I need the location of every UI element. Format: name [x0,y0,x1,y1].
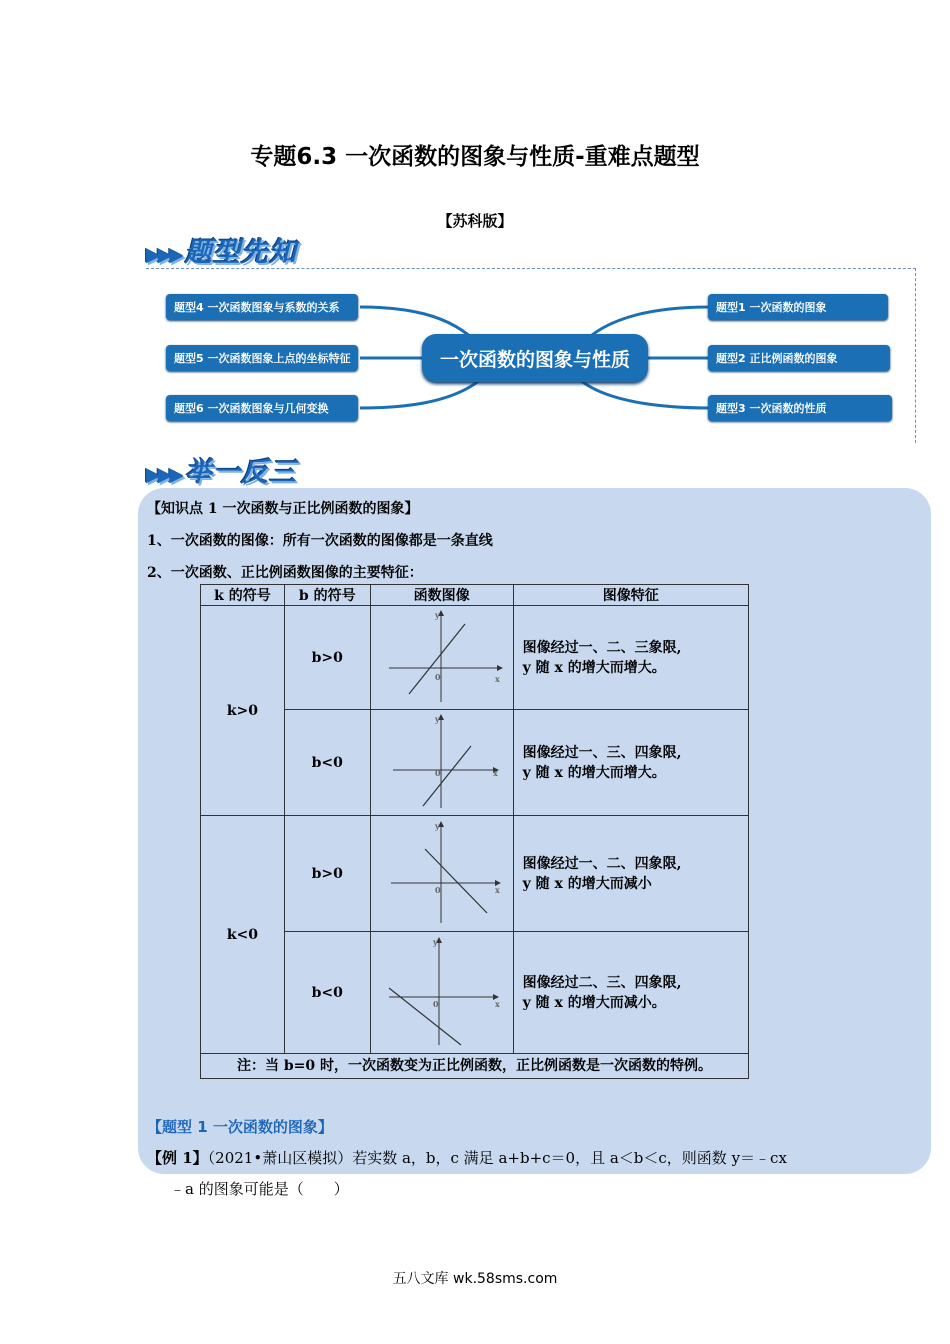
header-feature: 图像特征 [513,585,748,606]
triple-arrow-icon: ▶▶▶ [146,464,181,486]
section-divider [146,268,916,269]
axis-origin-label: 0 [432,998,439,1009]
graph-k-neg-b-pos [379,821,505,927]
k-negative-cell: k<0 [201,816,285,1054]
feature-line: y 随 x 的增大而减小 [522,875,652,892]
b-sign-cell: b>0 [284,816,370,932]
axis-x-label: x [492,767,498,778]
connector-left-bottom [360,380,480,408]
mindmap-type3[interactable]: 题型3 一次函数的性质 [708,395,892,421]
feature-line: 图像经过一、二、三象限, [522,639,682,656]
table-row [201,606,749,710]
table-note: 注：当 b=0 时，一次函数变为正比例函数，正比例函数是一次函数的特例。 [201,1054,749,1079]
axis-x-label: x [494,673,500,684]
graph-k-pos-b-pos [379,610,505,706]
b-sign-cell: b>0 [284,606,370,710]
mindmap-type2[interactable]: 题型2 正比例函数的图象 [708,345,890,371]
mindmap-type1[interactable]: 题型1 一次函数的图象 [708,294,888,320]
graph-k-neg-b-neg [379,937,505,1049]
knowledge-line-1: 1、一次函数的图像：所有一次函数的图像都是一条直线 [147,533,493,549]
edition-label: 【苏科版】 [437,212,513,230]
connector-right-bottom [580,380,710,408]
example-1-line-2: ﹣a 的图象可能是（ ） [170,1180,349,1198]
graph-cell [370,710,513,816]
b-sign-cell: b<0 [284,932,370,1054]
practice-banner [146,450,297,489]
axis-y-label: y [432,936,438,947]
footer-watermark: 五八文库 wk.58sms.com [392,1271,558,1287]
feature-line: y 随 x 的增大而增大。 [522,764,666,781]
section-divider-vertical [915,268,916,443]
mindmap [150,280,910,440]
table-note-row [201,1054,749,1079]
graph-cell [370,932,513,1054]
table-header-row [201,585,749,606]
knowledge-line-2: 2、一次函数、正比例函数图像的主要特征： [147,565,423,581]
preview-banner [146,230,297,269]
axis-x-label: x [494,998,500,1009]
feature-line: y 随 x 的增大而减小。 [522,994,666,1011]
mindmap-type4[interactable]: 题型4 一次函数图象与系数的关系 [166,294,358,320]
k-positive-cell: k>0 [201,606,285,816]
axis-origin-label: 0 [434,767,441,778]
page-title: 专题6.3 一次函数的图象与性质-重难点题型 [250,144,700,170]
header-k-sign: k 的符号 [201,585,285,606]
feature-line: y 随 x 的增大而增大。 [522,659,666,676]
table-row [201,816,749,932]
feature-line: 图像经过一、三、四象限, [522,744,682,761]
graph-k-pos-b-neg [379,714,505,812]
example-1-line-1 [147,1147,787,1168]
header-graph: 函数图像 [370,585,513,606]
feature-cell [513,816,748,932]
example-text-a: 若实数 a，b，c 满足 a+b+c＝0，且 a＜b＜c，则函数 y＝﹣cx [352,1149,787,1167]
axis-origin-label: 0 [434,671,441,682]
practice-banner-text: 举一反三 [184,457,297,488]
type1-heading: 【题型 1 一次函数的图象】 [147,1118,333,1136]
axis-y-label: y [434,820,440,831]
graph-cell [370,816,513,932]
mindmap-type6[interactable]: 题型6 一次函数图象与几何变换 [166,395,358,421]
axis-origin-label: 0 [434,884,441,895]
graph-cell [370,606,513,710]
mindmap-center: 一次函数的图象与性质 [422,334,648,382]
feature-line: 图像经过一、二、四象限, [522,855,682,872]
axis-y-label: y [434,609,440,620]
feature-cell [513,710,748,816]
knowledge-heading: 【知识点 1 一次函数与正比例函数的图象】 [147,501,419,517]
axis-x-label: x [494,884,500,895]
feature-table [200,584,749,1079]
feature-cell [513,932,748,1054]
header-b-sign: b 的符号 [284,585,370,606]
example-label: 【例 1】 [147,1149,208,1167]
preview-banner-text: 题型先知 [184,237,297,268]
b-sign-cell: b<0 [284,710,370,816]
feature-cell [513,606,748,710]
example-source: （2021•萧山区模拟） [207,1149,353,1167]
feature-line: 图像经过二、三、四象限, [522,974,682,991]
axis-y-label: y [434,713,440,724]
triple-arrow-icon: ▶▶▶ [146,244,181,266]
mindmap-type5[interactable]: 题型5 一次函数图象上点的坐标特征 [166,345,358,371]
